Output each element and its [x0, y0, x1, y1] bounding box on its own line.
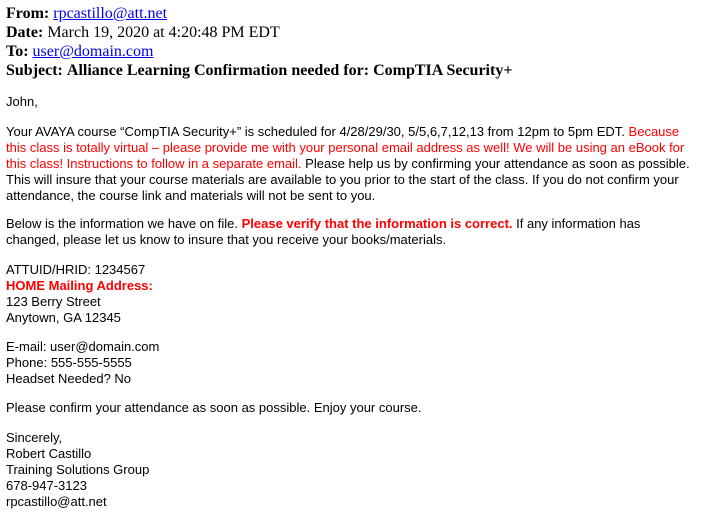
file-info-block	[6, 262, 153, 326]
p1-line1	[6, 124, 690, 140]
paragraph-course-info	[6, 124, 690, 204]
p1-line1-red: Because	[628, 124, 680, 139]
closing-line: Please confirm your attendance as soon as possible. Enjoy your course.	[6, 400, 422, 415]
headset-line: Headset Needed? No	[6, 371, 132, 386]
date-value: March 19, 2020 at 4:20:48 PM EDT	[47, 24, 280, 41]
p1-line2-red: this class is totally virtual – please provide me with your personal email address as well! We will be using an eBook for	[6, 140, 685, 155]
subject-row	[6, 61, 512, 80]
attuid-line: ATTUID/HRID: 1234567	[6, 262, 146, 277]
email-line: E-mail: user@domain.com	[6, 339, 160, 354]
signature-org: Training Solutions Group	[6, 462, 150, 477]
p2-line1-tail: If any information has	[516, 216, 641, 231]
street-line: 123 Berry Street	[6, 294, 101, 309]
contact-info-block	[6, 339, 159, 387]
p1-line3	[6, 156, 690, 172]
p1-line3-red: this class! Instructions to follow in a separate email.	[6, 156, 302, 171]
paragraph-verify-info	[6, 216, 640, 248]
p1-line5: attendance, the course link and materials will not be sent to you.	[6, 188, 376, 203]
to-email-link[interactable]: user@domain.com	[32, 43, 154, 60]
from-label: From:	[6, 5, 50, 22]
subject-value: Alliance Learning Confirmation needed for: CompTIA Security+	[66, 62, 513, 79]
to-label: To:	[6, 43, 29, 60]
p1-line4: This will insure that your course materials are available to you prior to the start of the class. If you do not confirm your	[6, 172, 679, 187]
p2-line1-text: Below is the information we have on file.	[6, 216, 238, 231]
from-row	[6, 4, 512, 23]
signature-block	[6, 430, 149, 510]
city-line: Anytown, GA 12345	[6, 310, 121, 325]
signature-name: Robert Castillo	[6, 446, 92, 461]
p2-line1-redbold: Please verify that the information is correct.	[241, 216, 513, 231]
p2-line1	[6, 216, 640, 232]
to-row	[6, 42, 512, 61]
signature-phone: 678-947-3123	[6, 478, 87, 493]
signature-sincerely: Sincerely,	[6, 430, 63, 445]
p2-line2: changed, please let us know to insure that you receive your books/materials.	[6, 232, 447, 247]
date-label: Date:	[6, 24, 44, 41]
phone-line: Phone: 555-555-5555	[6, 355, 132, 370]
email-header	[6, 4, 512, 80]
date-row	[6, 23, 512, 42]
subject-label: Subject:	[6, 62, 63, 79]
from-email-link[interactable]: rpcastillo@att.net	[53, 5, 168, 22]
home-address-label: HOME Mailing Address:	[6, 278, 153, 293]
signature-email: rpcastillo@att.net	[6, 494, 107, 509]
greeting: John,	[6, 94, 38, 109]
p1-line3-text: Please help us by confirming your attendance as soon as possible.	[305, 156, 690, 171]
p1-line1-text: Your AVAYA course “CompTIA Security+” is scheduled for 4/28/29/30, 5/5,6,7,12,13 from 12pm to 5pm EDT.	[6, 124, 625, 139]
